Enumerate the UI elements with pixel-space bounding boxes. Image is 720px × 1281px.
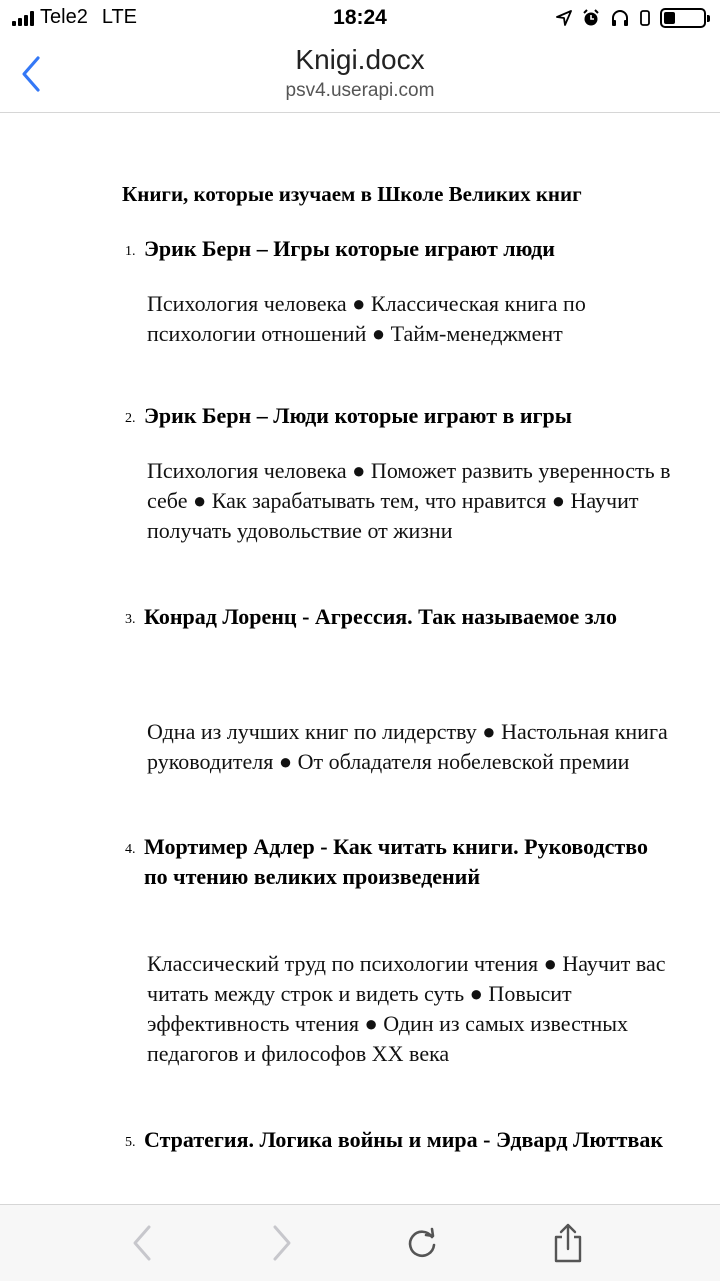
battery-fill	[664, 12, 675, 24]
chevron-left-icon	[129, 1223, 159, 1263]
item-number: 2.	[125, 411, 136, 426]
item-number: 3.	[125, 612, 136, 627]
clock: 18:24	[333, 6, 387, 29]
browser-back-button[interactable]	[120, 1219, 168, 1267]
reload-icon	[402, 1223, 442, 1263]
book-description: Одна из лучших книг по лидерству ● Настольная книга руководителя ● От обладателя нобелевской премии	[147, 719, 668, 774]
headphones-icon	[610, 9, 630, 27]
item-number: 1.	[125, 244, 136, 259]
book-title: Конрад Лоренц - Агрессия. Так называемое зло	[144, 604, 617, 629]
item-number: 4.	[125, 842, 136, 857]
bottom-toolbar	[0, 1204, 720, 1281]
share-icon	[548, 1221, 588, 1265]
status-right	[556, 8, 706, 28]
document-source: psv4.userapi.com	[285, 80, 435, 101]
status-bar	[0, 0, 720, 40]
battery-icon	[660, 8, 706, 28]
network-label: LTE	[101, 6, 138, 28]
share-button[interactable]	[544, 1219, 592, 1267]
book-title: Стратегия. Логика войны и мира - Эдвард Люттвак	[144, 1127, 664, 1152]
book-title: Мортимер Адлер - Как читать книги. Руководство по чтению великих произведений	[144, 834, 648, 889]
rotation-lock-icon	[640, 9, 650, 27]
browser-forward-button[interactable]	[256, 1219, 304, 1267]
book-description: Классический труд по психологии чтения ● Научит вас читать между строк и видеть суть ● Повысит эффективность чтения ● Один из самых известных педагогов и философов XX века	[147, 951, 666, 1066]
carrier-label: Tele2	[40, 6, 88, 28]
book-title: Эрик Берн – Люди которые играют в игры	[144, 403, 572, 428]
document-heading: Книги, которые изучаем в Школе Великих книг	[122, 182, 582, 206]
location-arrow-icon	[556, 10, 572, 26]
book-title: Эрик Берн – Игры которые играют люди	[144, 236, 555, 261]
book-description: Психология человека ● Классическая книга по психологии отношений ● Тайм-менеджмент	[147, 291, 586, 346]
alarm-icon	[582, 9, 600, 27]
document-content	[0, 112, 720, 1202]
chevron-right-icon	[265, 1223, 295, 1263]
book-description: Психология человека ● Поможет развить уверенность в себе ● Как зарабатывать тем, что нравится ● Научит получать удовольствие от жизни	[147, 458, 671, 543]
reload-button[interactable]	[398, 1219, 446, 1267]
navigation-header	[0, 40, 720, 113]
item-number: 5.	[125, 1135, 136, 1150]
document-title: Knigi.docx	[295, 44, 425, 75]
